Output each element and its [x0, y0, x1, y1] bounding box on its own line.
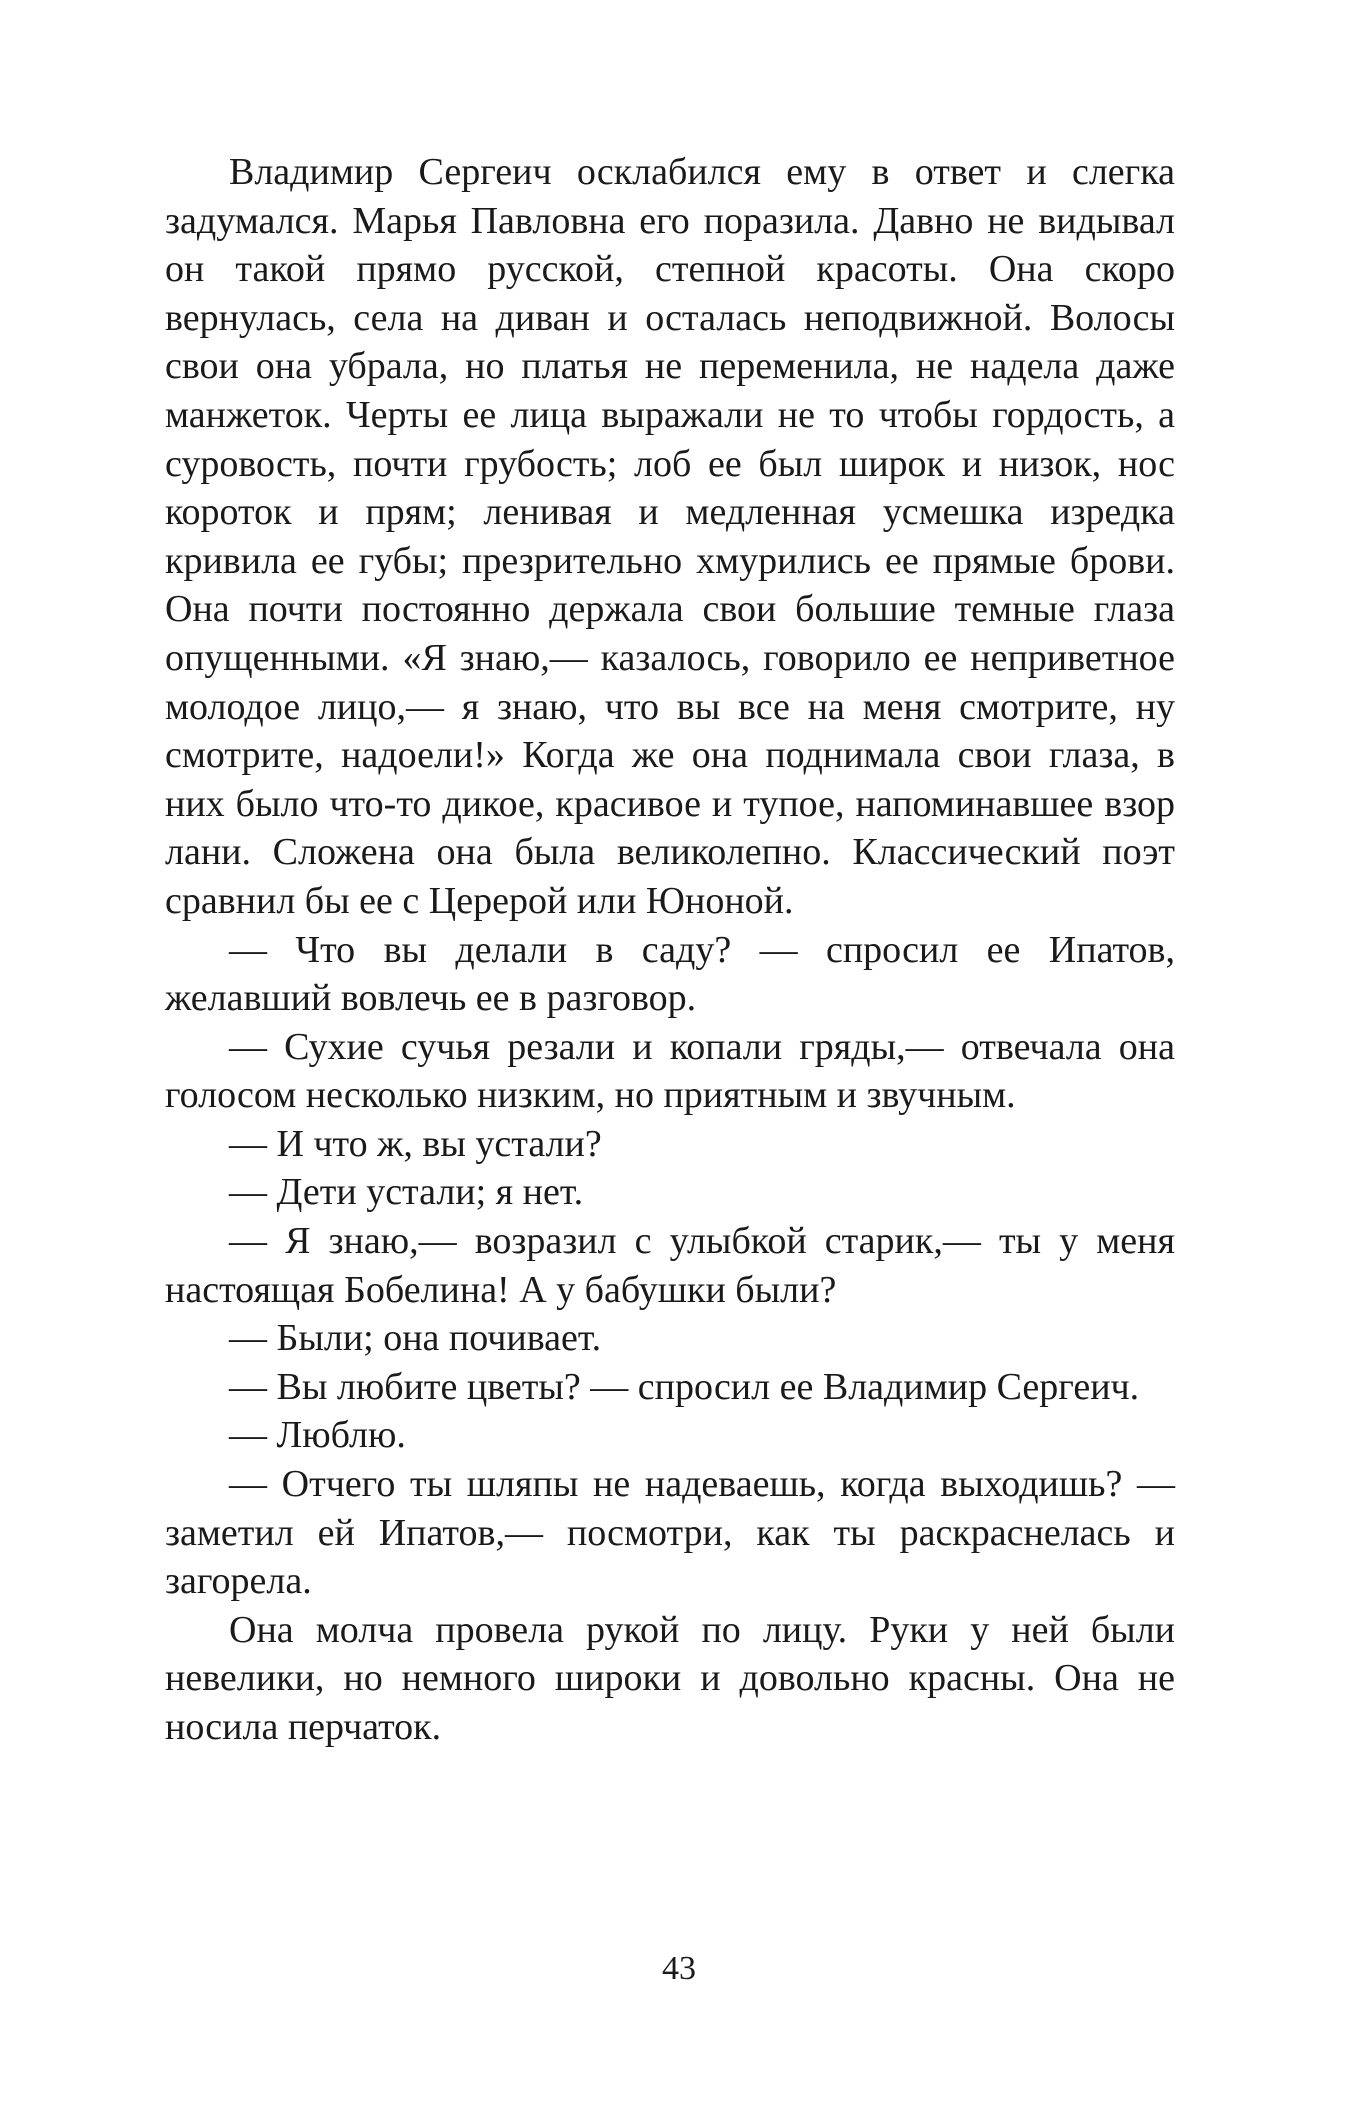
- paragraph-9: — Люблю.: [229, 1414, 406, 1457]
- paragraph-1: Владимир Сергеич осклабился ему в ответ и слегка задумался. Марья Павловна его поразила. Давно не видывал он такой прямо русской, степной красоты. Она скоро вернулась, села на диван и осталась неподвижной. Волосы свои она убрала, но платья не переменила, не надела даже манжеток. Черты ее лица выражали не то чтобы гордость, а суровость, почти грубость; лоб ее был широк и низок, нос короток и прям; ленивая и медленная усмешка изредка кривила ее губы; презрительно хмурились ее прямые брови. Она почти постоянно держала свои большие темные глаза опущенными. «Я знаю,— казалось, говорило ее неприветное молодое лицо,— я знаю, что вы все на меня смотрите, ну смотрите, надоели!» Когда же она поднимала свои глаза, в них было что-то дикое, красивое и тупое, напоминавшее взор лани. Сложена она была великолепно. Классический поэт сравнил бы ее с Церерой или Юноной.: [165, 151, 1175, 922]
- paragraph-10: — Отчего ты шляпы не надеваешь, когда выходишь? — заметил ей Ипатов,— посмотри, как ты раскраснелась и загорела.: [165, 1463, 1175, 1603]
- paragraph-3: — Сухие сучья резали и копали гряды,— отвечала она голосом несколько низким, но приятным и звучным.: [165, 1025, 1175, 1117]
- paragraph-7: — Были; она почивает.: [229, 1317, 602, 1360]
- paragraph-6: — Я знаю,— возразил с улыбкой старик,— ты у меня настоящая Бобелина! А у бабушки были?: [165, 1220, 1175, 1311]
- body-text: [165, 148, 1175, 1752]
- paragraph-8: — Вы любите цветы? — спросил ее Владимир Сергеич.: [229, 1365, 1140, 1408]
- paragraph-11: Она молча провела рукой по лицу. Руки у ней были невелики, но немного широки и довольно красны. Она не носила перчаток.: [165, 1608, 1175, 1748]
- page-number: 43: [662, 1950, 696, 1987]
- paragraph-5: — Дети устали; я нет.: [229, 1171, 584, 1214]
- paragraph-2: — Что вы делали в саду? — спросил ее Ипатов, желавший вовлечь ее в разговор.: [165, 928, 1175, 1020]
- paragraph-4: — И что ж, вы устали?: [229, 1122, 602, 1165]
